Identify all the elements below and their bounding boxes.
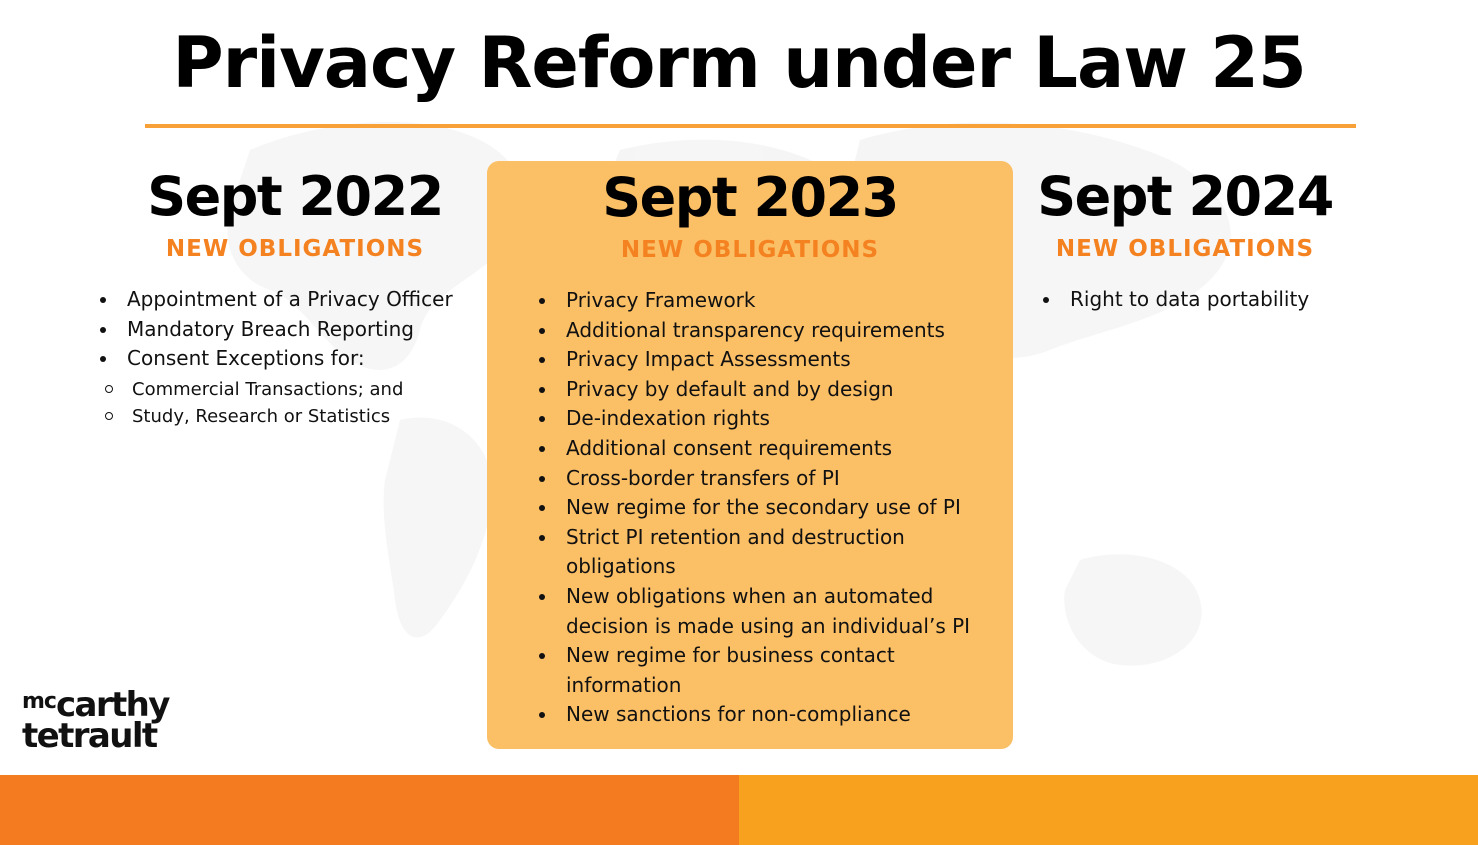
footer-bar-left xyxy=(0,775,739,845)
column-year: Sept 2023 xyxy=(602,166,898,229)
obligations-list xyxy=(566,286,996,730)
sub-list xyxy=(100,376,517,430)
list-item: Privacy by default and by design xyxy=(566,375,996,405)
list-item: Privacy Impact Assessments xyxy=(566,345,996,375)
bullet-icon xyxy=(539,476,545,482)
column-subhead: NEW OBLIGATIONS xyxy=(165,236,425,262)
obligations-list xyxy=(1070,285,1350,315)
bullet-icon xyxy=(539,594,545,600)
bullet-icon xyxy=(100,297,106,303)
sub-list-item: Study, Research or Statistics xyxy=(100,403,517,430)
bullet-icon xyxy=(539,653,545,659)
bullet-icon xyxy=(539,357,545,363)
obligations-list xyxy=(127,285,517,430)
bullet-icon xyxy=(1043,297,1049,303)
page-title: Privacy Reform under Law 25 xyxy=(172,22,1306,104)
list-item: Additional transparency requirements xyxy=(566,316,996,346)
bullet-icon xyxy=(539,387,545,393)
list-item: New regime for business contact information xyxy=(566,641,996,700)
list-item: New sanctions for non-compliance xyxy=(566,700,996,730)
list-item: Strict PI retention and destruction obligations xyxy=(566,523,996,582)
column-sept-2024 xyxy=(1030,160,1340,311)
hollow-bullet-icon xyxy=(105,385,113,393)
column-year: Sept 2022 xyxy=(147,165,443,228)
bullet-icon xyxy=(539,328,545,334)
bullet-icon xyxy=(539,298,545,304)
hollow-bullet-icon xyxy=(105,412,113,420)
list-item: Additional consent requirements xyxy=(566,434,996,464)
bullet-icon xyxy=(539,535,545,541)
list-item: Cross-border transfers of PI xyxy=(566,464,996,494)
column-sept-2023 xyxy=(487,161,1013,749)
column-sept-2022 xyxy=(80,160,510,427)
bullet-icon xyxy=(539,446,545,452)
list-item: Mandatory Breach Reporting xyxy=(127,315,517,345)
column-subhead: NEW OBLIGATIONS xyxy=(620,237,880,263)
list-item: De-indexation rights xyxy=(566,404,996,434)
list-item: Consent Exceptions for: Commercial Transactions; and Study, Research or Statistics xyxy=(127,344,517,430)
sub-list-item: Commercial Transactions; and xyxy=(100,376,517,403)
list-item: New obligations when an automated decision is made using an individual’s PI xyxy=(566,582,996,641)
bullet-icon xyxy=(539,505,545,511)
bullet-icon xyxy=(100,327,106,333)
column-year: Sept 2024 xyxy=(1037,165,1333,228)
title-divider xyxy=(145,124,1356,128)
list-item: Privacy Framework xyxy=(566,286,996,316)
list-item: New regime for the secondary use of PI xyxy=(566,493,996,523)
list-item: Right to data portability xyxy=(1070,285,1350,315)
footer-bar-right xyxy=(739,775,1478,845)
bullet-icon xyxy=(539,416,545,422)
list-item: Appointment of a Privacy Officer xyxy=(127,285,517,315)
column-subhead: NEW OBLIGATIONS xyxy=(1055,236,1315,262)
bullet-icon xyxy=(539,712,545,718)
mccarthy-tetrault-logo: $^{mc}$carthy tetrault xyxy=(22,685,169,756)
